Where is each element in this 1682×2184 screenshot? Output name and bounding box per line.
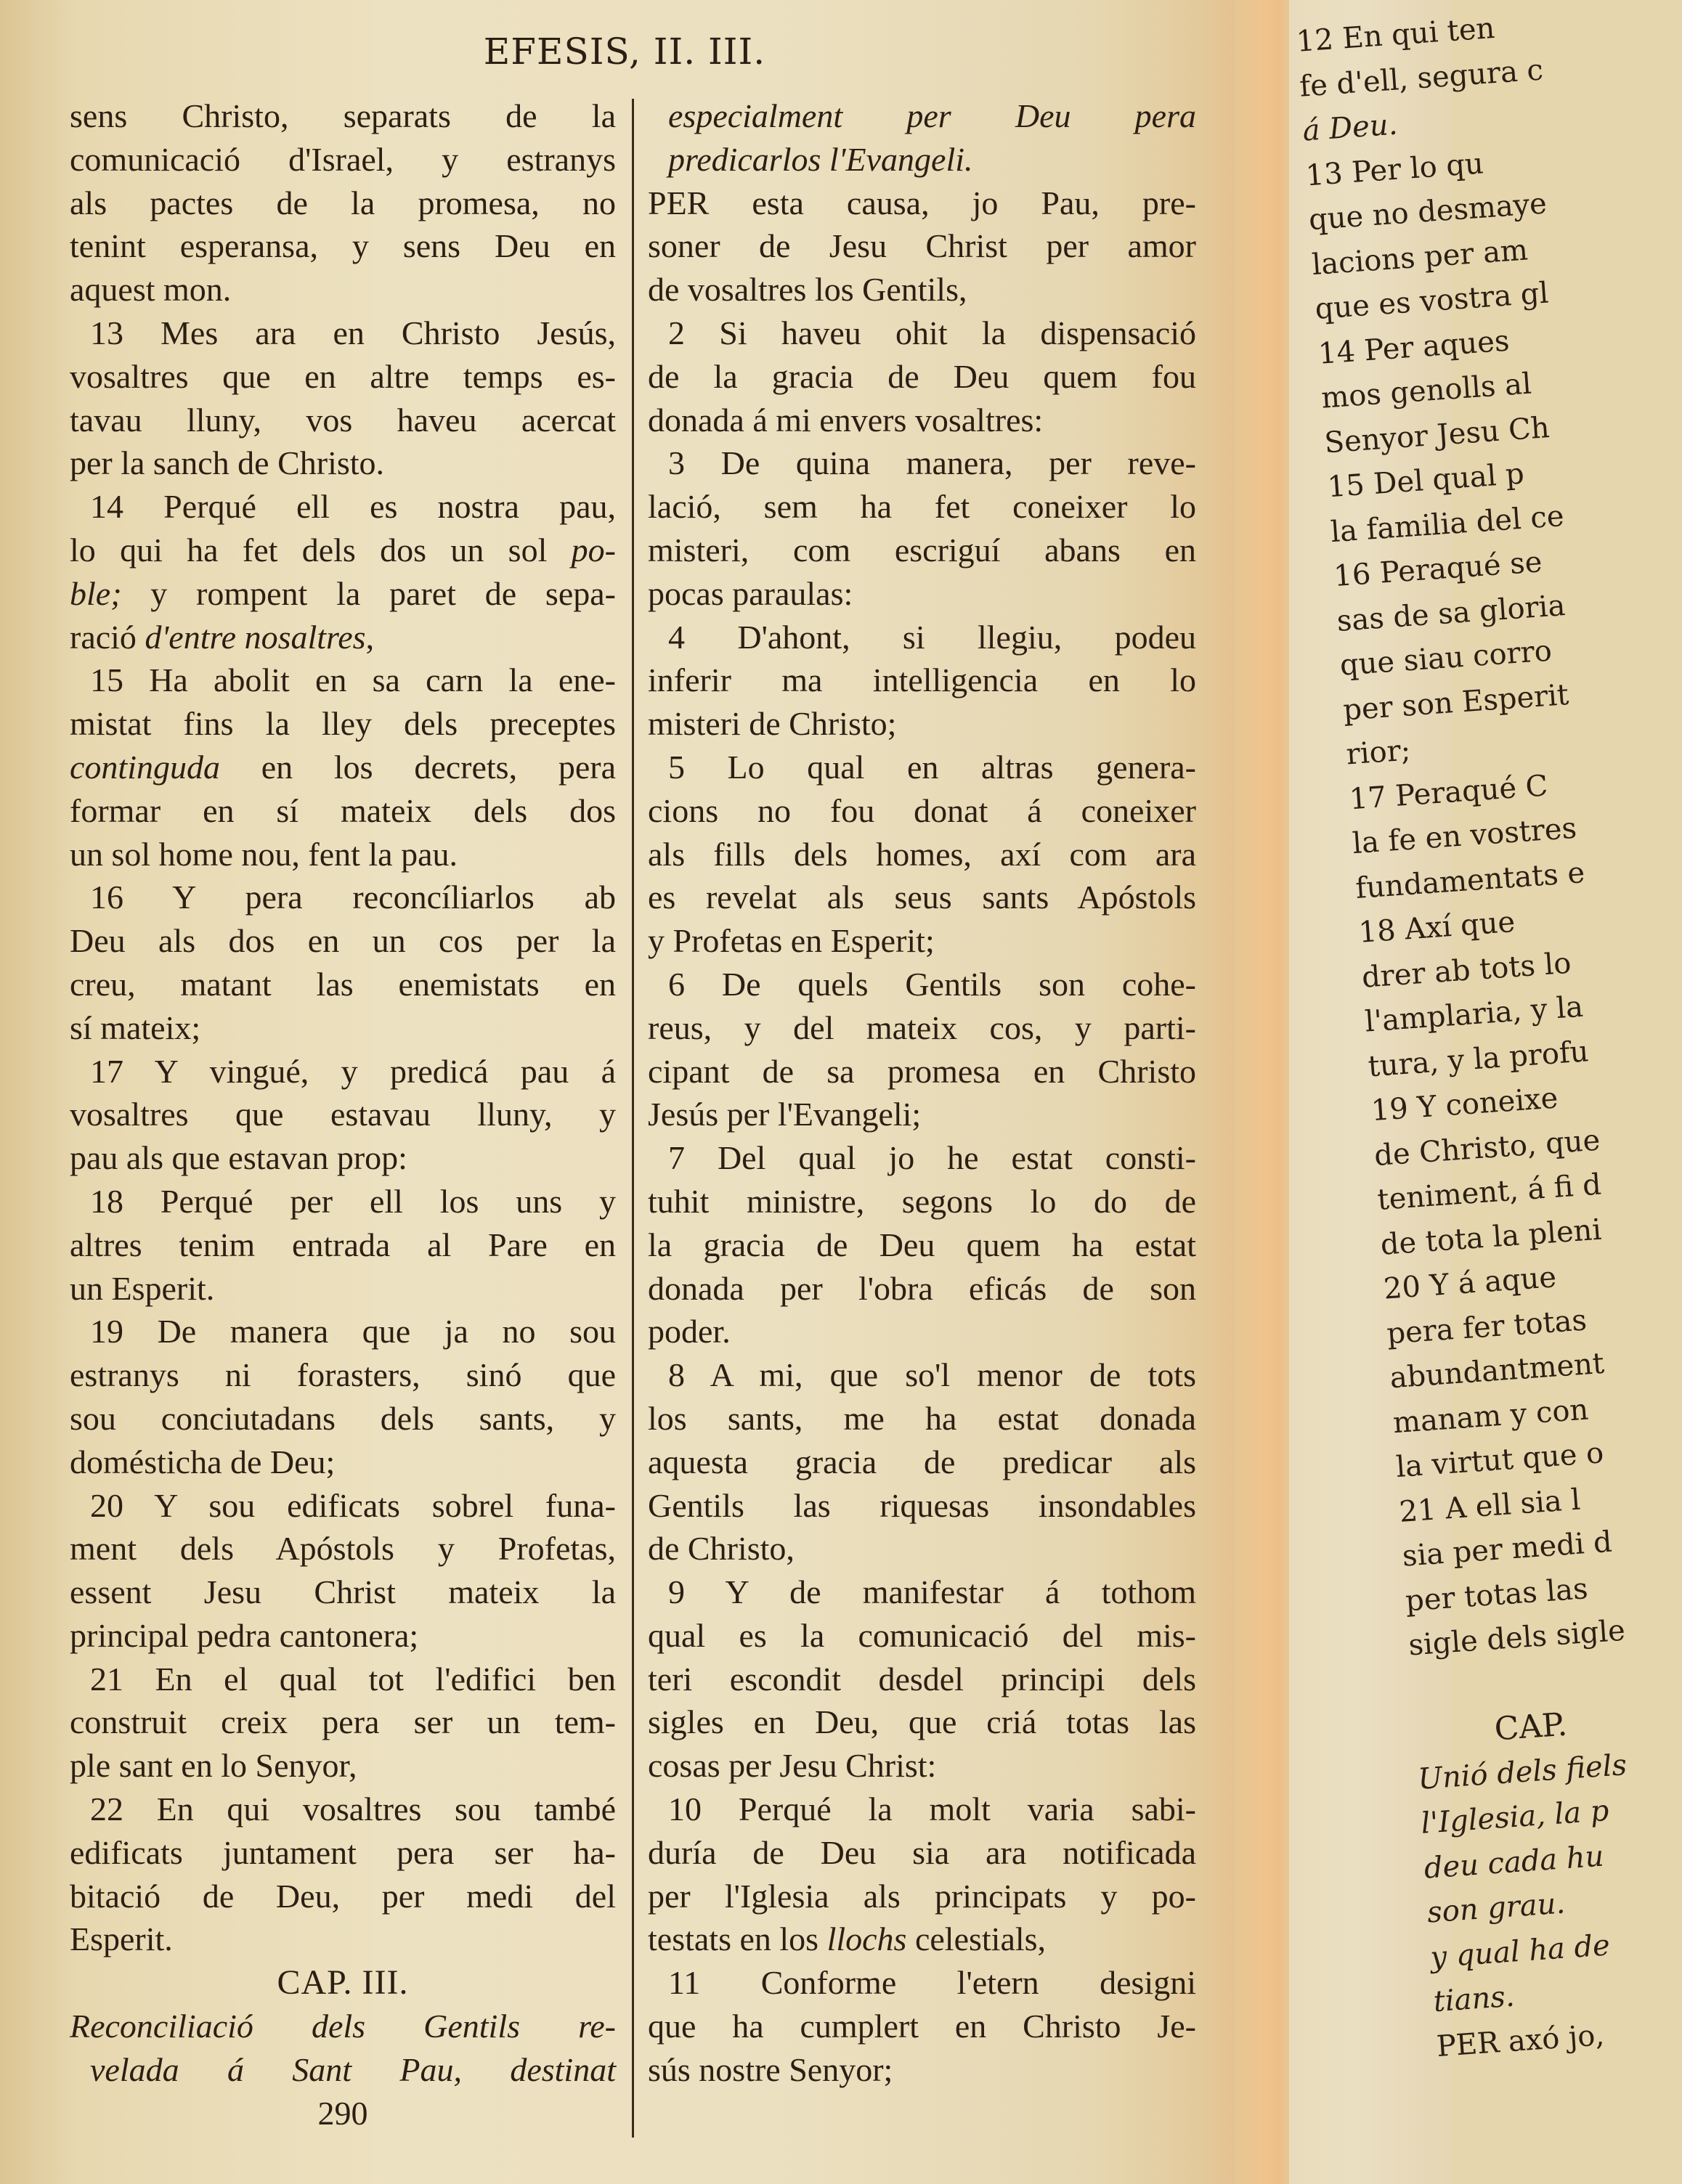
line-text: ració xyxy=(70,618,145,656)
text-line xyxy=(648,311,1196,355)
text-line xyxy=(648,2048,1196,2092)
facing-text-line: y qual ha de xyxy=(1429,1928,1612,1974)
facing-text-line: l'amplaria, y la xyxy=(1363,990,1585,1039)
text-line xyxy=(70,138,616,182)
line-text: ment dels Apóstols y Profetas, xyxy=(70,1530,616,1568)
line-text: creu, matant las enemistats en xyxy=(70,965,616,1003)
line-text: la gracia de Deu quem ha estat xyxy=(648,1226,1196,1263)
page-number: 290 xyxy=(317,2094,368,2132)
text-line xyxy=(648,1267,1196,1311)
line-text: comunicació d'Israel, y estranys xyxy=(70,140,616,178)
line-text: aquest mon. xyxy=(70,271,232,309)
line-text: 15 Ha abolit en sa carn la ene- xyxy=(90,661,616,699)
facing-text-line: tura, y la profu xyxy=(1367,1034,1590,1083)
text-line xyxy=(648,1310,1196,1353)
line-text: un Esperit. xyxy=(70,1269,215,1307)
facing-text-line: Senyor Jesu Ch xyxy=(1323,410,1551,460)
line-text: duría de Deu sia ara notificada xyxy=(648,1833,1196,1871)
line-text: testats en los xyxy=(648,1920,827,1958)
line-text: es revelat als seus sants Apóstols xyxy=(648,879,1196,916)
facing-text-line: fundamentats e xyxy=(1354,855,1586,905)
line-text: 18 Perqué per ell los uns y xyxy=(90,1182,616,1220)
text-line xyxy=(648,789,1196,833)
text-line xyxy=(648,1223,1196,1267)
line-text: vosaltres que en altre temps es- xyxy=(70,357,616,395)
text-line xyxy=(648,399,1196,442)
text-line xyxy=(70,1093,616,1136)
text-line xyxy=(648,1093,1196,1136)
text-line xyxy=(70,1700,616,1744)
facing-text-line: á Deu. xyxy=(1301,107,1399,148)
line-text: sús nostre Senyor; xyxy=(648,2050,893,2088)
facing-text-line: tians. xyxy=(1432,1979,1516,2019)
facing-text-line: l'Iglesia, la p xyxy=(1420,1793,1610,1841)
line-text: 9 Y de manifestar á tothom xyxy=(668,1573,1196,1611)
facing-text-line: per totas las xyxy=(1404,1571,1589,1618)
italic-text: ble; xyxy=(70,574,122,612)
line-text: tavau lluny, vos haveu acercat xyxy=(70,401,616,439)
text-line xyxy=(648,1918,1196,1961)
text-line xyxy=(648,702,1196,746)
text-line xyxy=(70,441,616,485)
line-text: 4 D'ahont, si llegiu, podeu xyxy=(668,618,1196,656)
facing-text-line: PER axó jo, xyxy=(1435,2018,1606,2063)
text-line xyxy=(70,485,616,529)
line-text: celestials, xyxy=(906,1920,1047,1958)
line-text: de vosaltres los Gentils, xyxy=(648,271,967,309)
text-line xyxy=(70,355,616,399)
line-text: de la gracia de Deu quem fou xyxy=(648,357,1196,395)
text-line xyxy=(70,1136,616,1180)
line-text: construit creix pera ser un tem- xyxy=(70,1703,616,1741)
line-text: 8 A mi, que so'l menor de tots xyxy=(668,1356,1196,1394)
text-line xyxy=(70,1050,616,1093)
text-line xyxy=(70,94,616,138)
line-text: sí mateix; xyxy=(70,1009,201,1046)
line-text: 6 De quels Gentils son cohe- xyxy=(668,965,1196,1003)
text-line xyxy=(648,268,1196,311)
line-text: 2 Si haveu ohit la dispensació xyxy=(668,314,1196,351)
facing-text-line: son grau. xyxy=(1426,1886,1567,1930)
line-text: y Profetas en Esperit; xyxy=(648,922,935,960)
line-text: 16 Y pera reconcíliarlos ab xyxy=(90,879,616,916)
text-line xyxy=(648,1006,1196,1050)
line-text: , xyxy=(365,618,375,656)
italic-text: po- xyxy=(571,531,616,569)
line-text: inferir ma intelligencia en lo xyxy=(648,661,1196,699)
text-line xyxy=(648,1961,1196,2005)
line-text: edificats juntament pera ser ha- xyxy=(70,1833,616,1871)
facing-text-line: drer ab tots lo xyxy=(1360,946,1572,995)
line-text: domésticha de Deu; xyxy=(70,1443,336,1480)
chapter-heading: CAP. III. xyxy=(277,1963,409,2002)
facing-text-line: fe d'ell, segura c xyxy=(1298,52,1545,104)
text-line xyxy=(70,1658,616,1701)
line-text: cipant de sa promesa en Christo xyxy=(648,1052,1196,1090)
line-text: pau als que estavan prop: xyxy=(70,1139,407,1177)
line-text: 11 Conforme l'etern designi xyxy=(668,1964,1196,2002)
line-text: teri escondit desdel principi dels xyxy=(648,1660,1196,1698)
facing-text-line: que es vostra gl xyxy=(1314,276,1550,326)
line-text: als fills dels homes, axí com ara xyxy=(648,835,1196,873)
text-line xyxy=(70,1744,616,1788)
line-text: lo qui ha fet dels dos un sol xyxy=(70,531,572,569)
text-line xyxy=(648,1570,1196,1614)
text-line xyxy=(70,572,616,616)
text-line xyxy=(70,1831,616,1875)
text-line xyxy=(70,919,616,963)
chapter-summary-line: especialment per Deu pera xyxy=(668,97,1196,134)
facing-text-line: sas de sa gloria xyxy=(1336,588,1567,638)
text-line xyxy=(648,1527,1196,1570)
text-line xyxy=(648,572,1196,616)
text-line xyxy=(70,1441,616,1484)
text-line xyxy=(70,1397,616,1441)
facing-text-line: 20 Y á aque xyxy=(1382,1260,1558,1306)
line-text: 22 En qui vosaltres sou també xyxy=(90,1790,616,1828)
line-text: essent Jesu Christ mateix la xyxy=(70,1573,616,1611)
facing-text-line: rior; xyxy=(1345,733,1412,772)
text-line xyxy=(648,1658,1196,1701)
line-text: lació, sem ha fet coneixer lo xyxy=(648,488,1196,526)
facing-text-line: 21 A ell sia l xyxy=(1398,1483,1582,1529)
line-text: soner de Jesu Christ per amor xyxy=(648,227,1196,265)
text-line xyxy=(70,1006,616,1050)
line-text: cosas per Jesu Christ: xyxy=(648,1747,937,1785)
facing-text-line: la fe en vostres xyxy=(1351,811,1578,861)
text-line xyxy=(648,746,1196,789)
text-line xyxy=(648,1614,1196,1658)
right-column xyxy=(648,94,1196,2092)
line-text: bitació de Deu, per medi del xyxy=(70,1877,616,1915)
line-text: cions no fou donat á coneixer xyxy=(648,791,1196,829)
facing-chapter-heading: CAP. xyxy=(1493,1706,1569,1748)
line-text: sens Christo, separats de la xyxy=(70,97,616,134)
line-text: 7 Del qual jo he estat consti- xyxy=(668,1139,1196,1177)
text-line xyxy=(70,268,616,311)
facing-page-text xyxy=(1295,4,1682,2070)
line-text: vosaltres que estavau lluny, y xyxy=(70,1096,616,1133)
text-line xyxy=(70,702,616,746)
line-text: tuhit ministre, segons lo do de xyxy=(648,1182,1196,1220)
line-text: estranys ni forasters, sinó que xyxy=(70,1356,616,1394)
text-line xyxy=(648,1484,1196,1528)
facing-text-line: per son Esperit xyxy=(1341,677,1570,728)
column-divider xyxy=(632,99,634,2138)
line-text: Jesús per l'Evangeli; xyxy=(648,1096,922,1133)
line-text: Deu als dos en un cos per la xyxy=(70,922,616,960)
text-line xyxy=(70,833,616,876)
facing-text-line: mos genolls al xyxy=(1320,367,1533,415)
chapter-summary-line: Reconciliació dels Gentils re- xyxy=(70,2008,616,2045)
facing-text-line: teniment, á fi d xyxy=(1376,1168,1603,1217)
text-line xyxy=(648,182,1196,225)
facing-text-line: 17 Peraqué C xyxy=(1348,768,1549,816)
facing-text-line: 13 Per lo qu xyxy=(1304,146,1485,192)
text-line xyxy=(648,1353,1196,1397)
facing-text-line: abundantment xyxy=(1389,1346,1606,1395)
facing-text-line: 19 Y coneixe xyxy=(1370,1081,1559,1128)
line-text: pocas paraulas: xyxy=(648,574,853,612)
facing-text-line: Unió dels fiels xyxy=(1416,1748,1628,1796)
text-line xyxy=(648,1050,1196,1093)
line-text: altres tenim entrada al Pare en xyxy=(70,1226,616,1263)
italic-text: continguda xyxy=(70,748,220,786)
facing-page xyxy=(1289,0,1628,2184)
line-text: 17 Y vingué, y predicá pau á xyxy=(90,1052,616,1090)
facing-text-line: 18 Axí que xyxy=(1357,905,1516,950)
line-text: als pactes de la promesa, no xyxy=(70,184,616,221)
line-text: per la sanch de Christo. xyxy=(70,444,385,482)
text-line xyxy=(70,1353,616,1397)
line-text: donada á mi envers vosaltres: xyxy=(648,401,1044,439)
text-line xyxy=(648,224,1196,268)
text-line xyxy=(648,659,1196,702)
line-text: un sol home nou, fent la pau. xyxy=(70,835,458,873)
line-text: 3 De quina manera, per reve- xyxy=(668,444,1196,482)
text-line xyxy=(70,746,616,789)
line-text: y rompent la paret de sepa- xyxy=(121,574,616,612)
text-line xyxy=(70,1614,616,1658)
text-line xyxy=(70,1570,616,1614)
line-text: sou conciutadans dels sants, y xyxy=(70,1399,616,1437)
line-text: misteri, com escriguí abans en xyxy=(648,531,1196,569)
left-column xyxy=(70,94,616,2135)
text-line xyxy=(70,1180,616,1223)
line-text: formar en sí mateix dels dos xyxy=(70,791,616,829)
line-text: 19 De manera que ja no sou xyxy=(90,1313,616,1350)
text-line xyxy=(648,1180,1196,1223)
line-text: tenint esperansa, y sens Deu en xyxy=(70,227,616,265)
line-text: reus, y del mateix cos, y parti- xyxy=(648,1009,1196,1046)
line-text: ple sant en lo Senyor, xyxy=(70,1747,357,1785)
text-line xyxy=(70,529,616,572)
facing-text-line: la familia del ce xyxy=(1329,499,1565,549)
text-line xyxy=(70,1875,616,1918)
text-line xyxy=(648,485,1196,529)
facing-text-line: pera fer totas xyxy=(1385,1303,1588,1351)
text-line xyxy=(648,963,1196,1006)
text-line xyxy=(70,876,616,919)
text-line xyxy=(648,1788,1196,1831)
facing-text-line: 14 Per aques xyxy=(1317,324,1511,371)
text-line xyxy=(70,1484,616,1528)
facing-text-line: que no desmaye xyxy=(1307,187,1548,237)
text-line xyxy=(648,441,1196,485)
text-line xyxy=(648,1136,1196,1180)
running-head: EFESIS, II. III. xyxy=(483,30,766,73)
line-text: Esperit. xyxy=(70,1920,173,1958)
line-text: PER esta causa, jo Pau, pre- xyxy=(648,184,1196,221)
facing-text-line: manam y con xyxy=(1391,1393,1590,1440)
italic-text: llochs xyxy=(826,1920,907,1958)
line-text: en los decrets, pera xyxy=(219,748,616,786)
line-text: poder. xyxy=(648,1313,731,1350)
facing-text-line: deu cada hu xyxy=(1423,1839,1605,1886)
line-text: que ha cumplert en Christo Je- xyxy=(648,2008,1196,2045)
line-text: principal pedra cantonera; xyxy=(70,1616,419,1654)
text-line xyxy=(70,963,616,1006)
facing-text-line: la virtut que o xyxy=(1394,1436,1605,1485)
line-text: donada per l'obra eficás de son xyxy=(648,1269,1196,1307)
text-line xyxy=(70,182,616,225)
line-text: aquesta gracia de predicar als xyxy=(648,1443,1196,1480)
line-text: qual es la comunicació del mis- xyxy=(648,1616,1196,1654)
text-line xyxy=(70,1788,616,1831)
text-line xyxy=(70,1310,616,1353)
italic-text: d'entre nosaltres xyxy=(145,618,366,656)
line-text: 5 Lo qual en altras genera- xyxy=(668,748,1196,786)
facing-text-line: 15 Del qual p xyxy=(1326,457,1526,505)
text-line xyxy=(648,616,1196,659)
text-line xyxy=(648,1744,1196,1788)
line-text: los sants, me ha estat donada xyxy=(648,1399,1196,1437)
facing-text-line: 12 En qui ten xyxy=(1295,11,1496,59)
facing-text-line: sigle dels sigle xyxy=(1407,1613,1627,1663)
text-line xyxy=(70,311,616,355)
text-line xyxy=(648,1397,1196,1441)
line-text: 20 Y sou edificats sobrel funa- xyxy=(90,1486,616,1524)
text-line xyxy=(648,1700,1196,1744)
text-line xyxy=(648,2005,1196,2048)
line-text: misteri de Christo; xyxy=(648,705,897,743)
text-line xyxy=(648,529,1196,572)
facing-text-line: de Christo, que xyxy=(1373,1123,1601,1173)
line-text: 13 Mes ara en Christo Jesús, xyxy=(90,314,616,351)
line-text: sigles en Deu, que criá totas las xyxy=(648,1703,1196,1741)
text-line xyxy=(648,833,1196,876)
chapter-summary-line: predicarlos l'Evangeli. xyxy=(668,140,973,178)
text-line xyxy=(70,1918,616,1961)
text-line xyxy=(648,355,1196,399)
text-line xyxy=(70,1527,616,1570)
chapter-summary-line: velada á Sant Pau, destinat xyxy=(90,2050,616,2088)
line-text: 14 Perqué ell es nostra pau, xyxy=(90,488,616,526)
facing-text-line: lacions per am xyxy=(1310,232,1529,282)
facing-text-line: 16 Peraqué se xyxy=(1332,545,1543,594)
facing-text-line: que siau corro xyxy=(1338,634,1553,682)
text-line xyxy=(648,1441,1196,1484)
facing-text-line: de tota la pleni xyxy=(1379,1213,1603,1262)
text-line xyxy=(648,1831,1196,1875)
line-text: 10 Perqué la molt varia sabi- xyxy=(668,1790,1196,1828)
line-text: Gentils las riquesas insondables xyxy=(648,1486,1196,1524)
facing-text-line: sia per medi d xyxy=(1401,1525,1614,1573)
text-line xyxy=(70,659,616,702)
text-line xyxy=(70,224,616,268)
text-line xyxy=(648,919,1196,963)
text-line xyxy=(70,1267,616,1311)
line-text: 21 En el qual tot l'edifici ben xyxy=(90,1660,616,1698)
line-text: mistat fins la lley dels preceptes xyxy=(70,705,616,743)
text-line xyxy=(70,1223,616,1267)
line-text: de Christo, xyxy=(648,1530,795,1568)
text-line xyxy=(70,789,616,833)
text-line xyxy=(70,399,616,442)
text-line xyxy=(648,1875,1196,1918)
text-line xyxy=(648,876,1196,919)
line-text: per l'Iglesia als principats y po- xyxy=(648,1877,1196,1915)
text-line xyxy=(70,616,616,659)
